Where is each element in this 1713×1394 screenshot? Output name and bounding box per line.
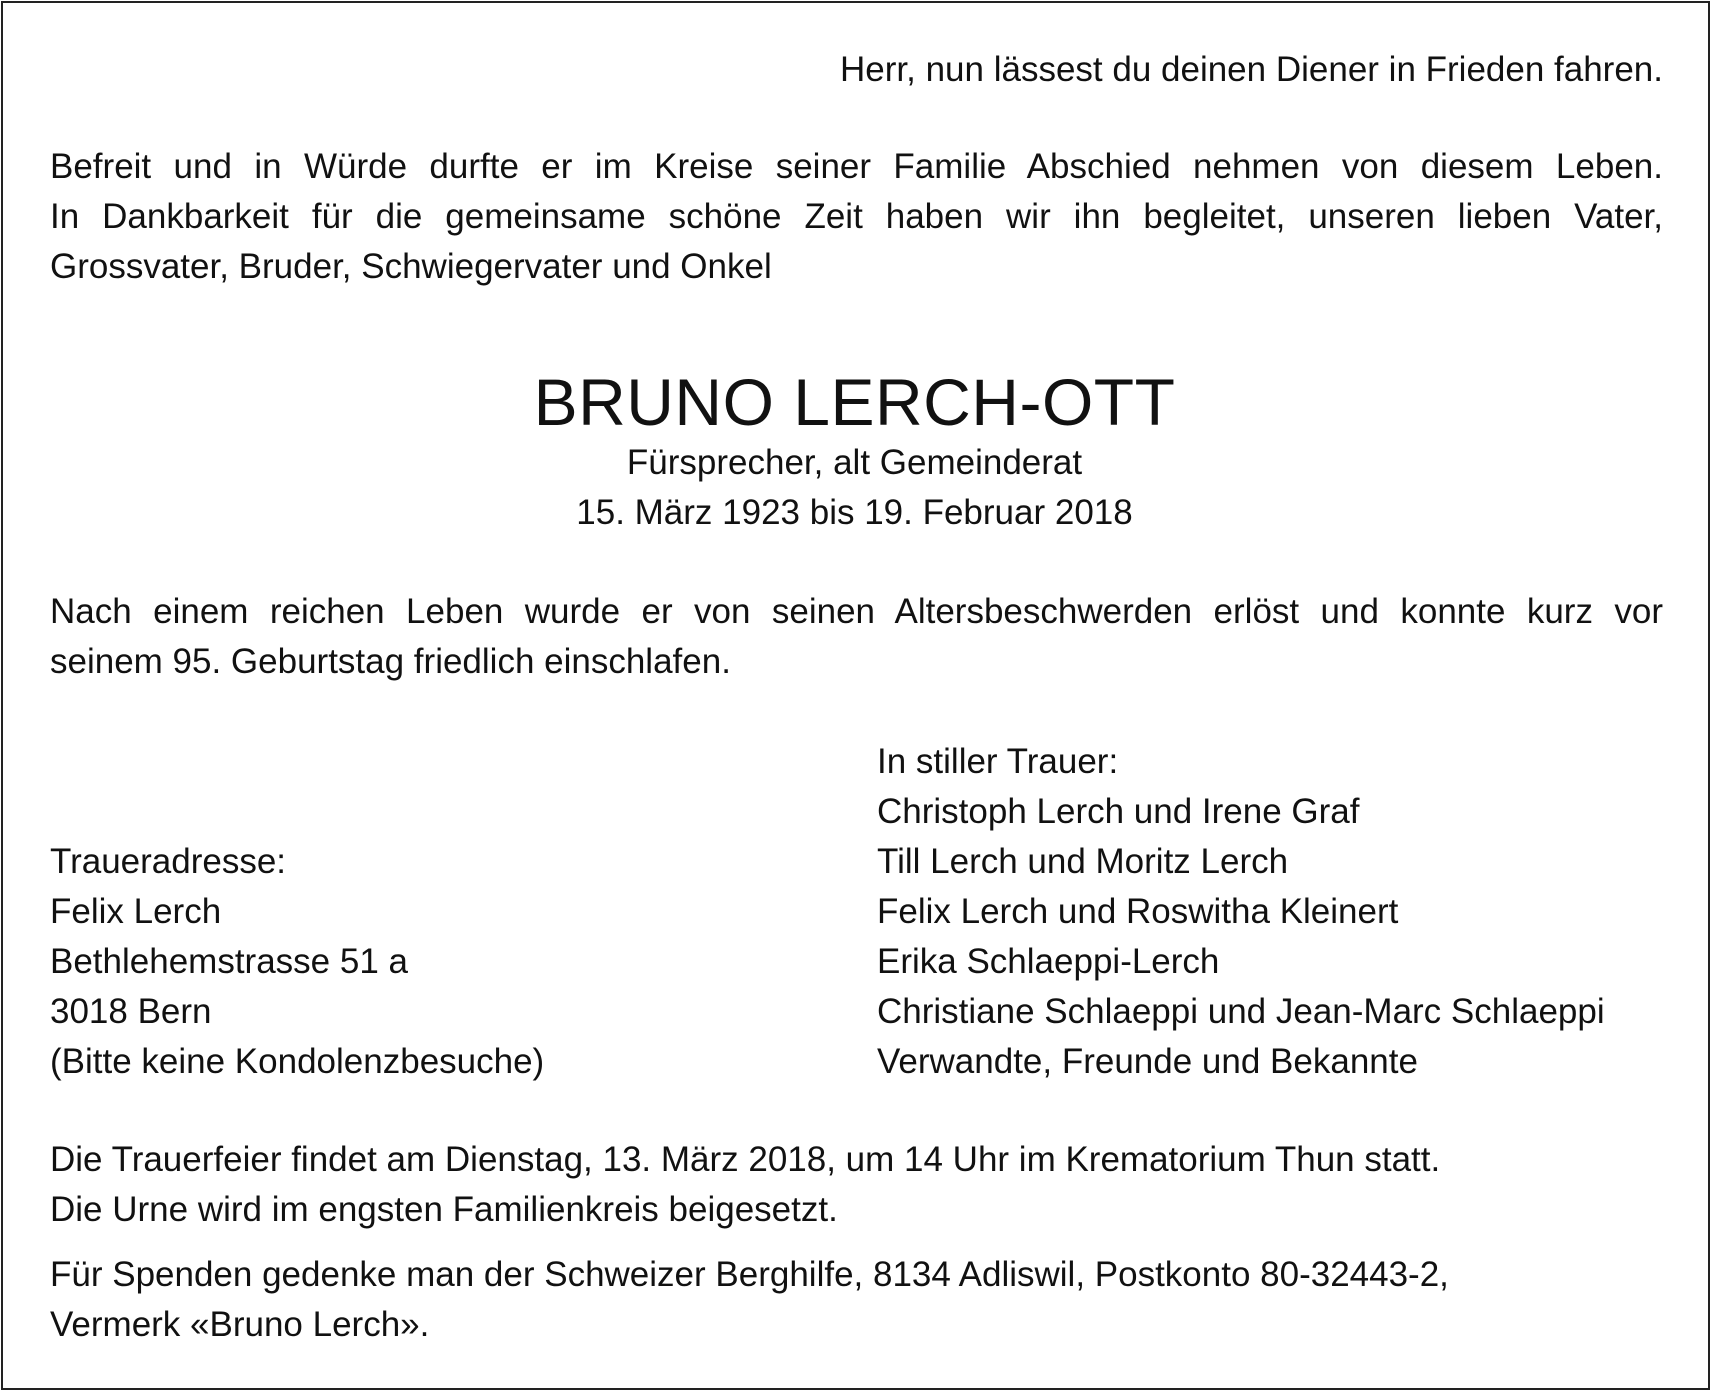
mourner-name: Till Lerch und Moritz Lerch bbox=[877, 842, 1289, 881]
address-heading: Traueradresse: bbox=[50, 842, 287, 881]
life-paragraph bbox=[50, 587, 1663, 687]
address-note: (Bitte keine Kondolenzbesuche) bbox=[50, 1042, 545, 1081]
deceased-name: BRUNO LERCH-OTT bbox=[533, 365, 1176, 439]
donation-line: Vermerk «Bruno Lerch». bbox=[50, 1305, 430, 1344]
mourners-heading: In stiller Trauer: bbox=[877, 742, 1119, 781]
address-street: Bethlehemstrasse 51 a bbox=[50, 942, 408, 981]
intro-line: Befreit und in Würde durfte er im Kreise seiner Familie Abschied nehmen von diesem Leben. bbox=[50, 147, 1663, 186]
intro-line: Grossvater, Bruder, Schwiegervater und Onkel bbox=[50, 247, 772, 286]
mourner-name: Erika Schlaeppi-Lerch bbox=[877, 942, 1220, 981]
mourner-name: Christoph Lerch und Irene Graf bbox=[877, 792, 1360, 831]
address-name: Felix Lerch bbox=[50, 892, 222, 931]
deceased-title: Fürsprecher, alt Gemeinderat bbox=[626, 443, 1083, 482]
bible-quote: Herr, nun lässest du deinen Diener in Frieden fahren. bbox=[840, 50, 1663, 89]
deceased-dates: 15. März 1923 bis 19. Februar 2018 bbox=[576, 493, 1133, 532]
life-line: Nach einem reichen Leben wurde er von seinen Altersbeschwerden erlöst und konnte kurz vor bbox=[50, 592, 1663, 631]
ceremony-line: Die Urne wird im engsten Familienkreis beigesetzt. bbox=[50, 1190, 838, 1229]
life-line: seinem 95. Geburtstag friedlich einschlafen. bbox=[50, 642, 731, 681]
mourner-name: Felix Lerch und Roswitha Kleinert bbox=[877, 892, 1399, 931]
mourner-name: Verwandte, Freunde und Bekannte bbox=[877, 1042, 1418, 1081]
donation-line: Für Spenden gedenke man der Schweizer Berghilfe, 8134 Adliswil, Postkonto 80-32443-2, bbox=[50, 1255, 1449, 1294]
mourner-name: Christiane Schlaeppi und Jean-Marc Schlaeppi bbox=[877, 992, 1605, 1031]
intro-paragraph bbox=[50, 142, 1663, 292]
intro-line: In Dankbarkeit für die gemeinsame schöne Zeit haben wir ihn begleitet, unseren lieben Vater, bbox=[50, 197, 1663, 236]
ceremony-line: Die Trauerfeier findet am Dienstag, 13. März 2018, um 14 Uhr im Krematorium Thun statt. bbox=[50, 1140, 1441, 1179]
address-city: 3018 Bern bbox=[50, 992, 212, 1031]
